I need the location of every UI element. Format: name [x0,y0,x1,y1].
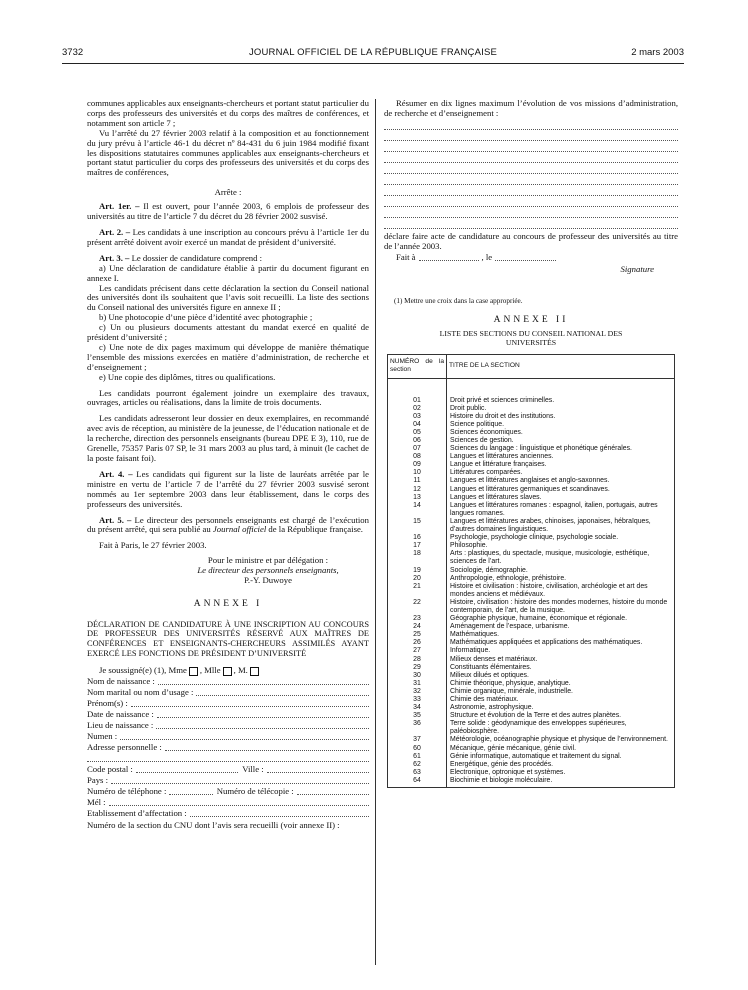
mel-field[interactable] [87,797,369,808]
lieu-naissance-field[interactable] [87,720,369,731]
section-number: 32 [388,688,447,696]
table-row [388,378,675,405]
section-number: 29 [388,664,447,672]
table-row [388,494,675,502]
table-header-row [388,355,675,378]
table-row [388,736,675,744]
table-row [388,502,675,518]
section-number: 01 [388,378,447,405]
section-number: 03 [388,413,447,421]
header-rule [62,63,684,64]
signatory-name: P.-Y. Duwoye [244,575,292,586]
section-title: Milieux dilués et optiques. [447,672,675,680]
section-title: Chimie des matériaux. [447,696,675,704]
section-number: 13 [388,494,447,502]
fait-a-field[interactable] [384,252,556,263]
article-5 [87,516,369,536]
table-row [388,469,675,477]
section-title: Chimie théorique, physique, analytique. [447,680,675,688]
section-title: Milieux denses et matériaux. [447,656,675,664]
section-title: Sciences du langage : linguistique et phonétique générales. [447,445,675,453]
article-label: Art. 3. – [99,252,130,263]
issue-date: 2 mars 2003 [631,47,684,58]
section-title: Génie informatique, automatique et traitement du signal. [447,753,675,761]
column-divider [375,99,376,965]
arrete-heading: Arrête : [214,187,242,198]
section-title: Terre solide : géodynamique des enveloppes supérieures, paléobiosphère. [447,720,675,736]
fait-a-paris: Fait à Paris, le 27 février 2003. [99,540,207,551]
resume-instructions: Résumer en dix lignes maximum l’évolution de vos missions d’administration, de recherche et d’enseignement : [384,98,678,118]
field-label: Prénom(s) : [87,698,128,709]
right-column [384,99,678,788]
section-number: 23 [388,615,447,623]
section-number: 64 [388,777,447,788]
column-header-titre: TITRE DE LA SECTION [447,355,675,378]
column-header-numero: NUMÉRO de la section [388,355,447,378]
table-row [388,688,675,696]
field-label: Lieu de naissance : [87,720,154,731]
section-number: 11 [388,477,447,485]
section-number: 16 [388,534,447,542]
table-row [388,615,675,623]
section-number: 15 [388,518,447,534]
section-number: 12 [388,486,447,494]
article-text: de la République française. [266,524,363,535]
section-number: 21 [388,583,447,599]
section-title: Mathématiques appliquées et applications des mathématiques. [447,639,675,647]
section-title: Structure et évolution de la Terre et des autres planètes. [447,712,675,720]
field-label: , le [481,251,493,262]
journal-title: JOURNAL OFFICIEL DE LA RÉPUBLIQUE FRANÇAISE [248,47,498,58]
field-label: Numéro de télécopie : [216,786,294,797]
nom-marital-field[interactable] [87,687,369,698]
section-number: 62 [388,761,447,769]
section-number: 08 [388,453,447,461]
article-4 [87,470,369,510]
signatory-title: Le directeur des personnels enseignants, [197,565,339,576]
article-text: Le dossier de candidature comprend : [129,252,263,263]
adresse-continued-field[interactable] [87,753,369,764]
section-number: 22 [388,599,447,615]
table-row [388,753,675,761]
table-row [388,413,675,421]
m-checkbox[interactable] [250,667,259,676]
field-label: Mél : [87,797,106,808]
list-item: c) Un ou plusieurs documents attestant du mandat exercé en qualité de président d’université ; [87,322,369,343]
table-row [388,656,675,664]
field-label: Fait à [396,251,416,262]
table-row [388,672,675,680]
table-row [388,720,675,736]
table-row [388,583,675,599]
table-row [388,647,675,655]
section-title: Philosophie. [447,542,675,550]
section-number: 09 [388,461,447,469]
table-row [388,550,675,566]
article-2 [87,228,369,248]
date-naissance-field[interactable] [87,709,369,720]
section-title: Langues et littératures anglaises et anglo-saxonnes. [447,477,675,485]
field-label: Numen : [87,731,118,742]
section-number: 06 [388,437,447,445]
table-row [388,680,675,688]
declaration-form [87,666,369,831]
m-label: , M. [233,665,248,676]
journal-ref: Journal officiel [212,524,267,535]
section-title: Langues et littératures germaniques et scandinaves. [447,486,675,494]
section-title: Sciences économiques. [447,429,675,437]
field-label: Nom marital ou nom d’usage : [87,687,194,698]
table-row [388,769,675,777]
table-row [388,777,675,788]
table-row [388,437,675,445]
section-title: Histoire du droit et des institutions. [447,413,675,421]
table-row [388,599,675,615]
list-item: e) Une copie des diplômes, titres ou qualifications. [99,371,276,382]
article-text: Les candidats à une inscription au concours prévu à l’article 1er du présent arrêté doivent avoir exercé un mandat de président d’université. [87,226,369,247]
footnote: (1) Mettre une croix dans la case appropriée. [394,296,523,305]
section-number: 19 [388,567,447,575]
section-number: 63 [388,769,447,777]
section-number: 24 [388,623,447,631]
field-label: Ville : [242,764,264,775]
section-title: Astronomie, astrophysique. [447,704,675,712]
section-number: 14 [388,502,447,518]
section-title: Langues et littératures romanes : espagnol, italien, portugais, autres langues romanes. [447,502,675,518]
adresse-field[interactable] [87,742,369,753]
resume-lines[interactable] [384,119,678,229]
declaration-statement: déclare faire acte de candidature au concours de professeur des universités au titre de l’année 2003. [384,230,678,251]
section-title: Mécanique, génie mécanique, génie civil. [447,745,675,753]
section-title: Anthropologie, ethnologie, préhistoire. [447,575,675,583]
section-title: Géographie physique, humaine, économique et régionale. [447,615,675,623]
list-item: a) Une déclaration de candidature établie à partir du document figurant en annexe I. [87,262,369,283]
section-title: Sciences de gestion. [447,437,675,445]
section-number: 25 [388,631,447,639]
section-title: Mathématiques. [447,631,675,639]
article-label: Art. 1er. – [99,201,140,212]
section-number: 10 [388,469,447,477]
numen-field[interactable] [87,731,369,742]
liste-title: LISTE DES SECTIONS DU CONSEIL NATIONAL DES UNIVERSITÉS [439,329,623,348]
article-text: Les candidats qui figurent sur la liste de lauréats arrêtée par le ministre en vertu de l’article 7 de l’arrêté du 27 février 2003 susvisé seront nommés au 1er septembre 2003 dans leur établissement, dans le corps des professeurs des universités. [87,468,369,509]
table-row [388,542,675,550]
section-number: 20 [388,575,447,583]
page-number: 3732 [62,47,84,58]
section-number: 26 [388,639,447,647]
table-row [388,421,675,429]
field-label: Adresse personnelle : [87,742,162,753]
signature-text: Signature [620,263,654,274]
signature-line-1: Pour le ministre et par délégation : [207,555,329,566]
field-label: Etablissement d’affectation : [87,808,187,819]
left-column [87,99,369,831]
table-row [388,461,675,469]
section-number: 36 [388,720,447,736]
section-title: Arts : plastiques, du spectacle, musique, musicologie, esthétique, sciences de l’art. [447,550,675,566]
article-label: Art. 2. – [99,226,131,237]
section-number: 04 [388,421,447,429]
section-number: 02 [388,405,447,413]
section-title: Constituants élémentaires. [447,664,675,672]
mlle-checkbox[interactable] [223,667,232,676]
section-number: 61 [388,753,447,761]
table-row [388,575,675,583]
table-row [388,664,675,672]
table-row [388,567,675,575]
field-label: Numéro de téléphone : [87,786,167,797]
section-title: Science politique. [447,421,675,429]
annexe-i-heading: ANNEXE I [193,598,263,609]
section-title: Droit privé et sciences criminelles. [447,378,675,405]
cnu-section-field[interactable]: Numéro de la section du CNU dont l’avis sera recueilli (voir annexe II) : [87,820,340,831]
section-title: Langues et littératures slaves. [447,494,675,502]
section-title: Langues et littératures arabes, chinoises, japonaises, hébraïques, d’autres domaines linguistiques. [447,518,675,534]
table-row [388,405,675,413]
paragraph: Les candidats précisent dans cette déclaration la section du Conseil national des universités dont ils souhaitent que l’avis soit recueilli. La liste des sections du Conseil national des universités figure en annexe II ; [87,282,369,313]
prenoms-field[interactable] [87,698,369,709]
table-row [388,696,675,704]
table-row [388,761,675,769]
table-row [388,745,675,753]
nom-naissance-field[interactable] [87,676,369,687]
article-1 [87,202,369,222]
sections-body [388,378,675,788]
section-number: 28 [388,656,447,664]
section-title: Energétique, génie des procédés. [447,761,675,769]
telephone-field[interactable] [87,786,369,797]
etablissement-field[interactable] [87,808,369,819]
table-row [388,486,675,494]
signature-label [384,265,678,275]
section-title: Langue et littérature françaises. [447,461,675,469]
section-title: Psychologie, psychologie clinique, psychologie sociale. [447,534,675,542]
section-number: 33 [388,696,447,704]
code-postal-field[interactable] [87,764,369,775]
section-number: 37 [388,736,447,744]
field-label: Date de naissance : [87,709,154,720]
paragraph: Vu l’arrêté du 27 février 2003 relatif à la composition et au fonctionnement du jury prévu à l’article 46-1 du décret nº 84-431 du 6 juin 1984 modifié fixant les dispositions statutaires communes applicables aux enseignants-chercheurs et portant statut particulier du corps des professeurs des universités et du corps des maîtres de conférences, [87,127,369,178]
paragraph: Les candidats pourront également joindre un exemplaire des travaux, ouvrages, articles ou réalisations, dans la limite de trois documents. [87,387,369,408]
table-row [388,534,675,542]
table-row [388,623,675,631]
signature-line-2 [87,566,369,576]
paragraph: Les candidats adresseront leur dossier en deux exemplaires, en recommandé avec avis de réception, au ministère de la jeunesse, de l’éducation nationale et de la recherche, direction des personnels enseignants (bureau DPE E 3), 110, rue de Grenelle, 75357 Paris 07 SP, le 31 mars 2003 au plus tard, à minuit (le cachet de la poste faisant foi). [87,413,369,463]
table-row [388,704,675,712]
table-row [388,639,675,647]
section-title: Electronique, optronique et systèmes. [447,769,675,777]
article-text: Le directeur des personnels enseignants est chargé de l’exécution du présent arrêté, qui sera publié au [87,514,369,535]
table-row [388,631,675,639]
section-title: Littératures comparées. [447,469,675,477]
table-row [388,518,675,534]
section-title: Biochimie et biologie moléculaire. [447,777,675,788]
paragraph: communes applicables aux enseignants-chercheurs et portant statut particulier du corps des professeurs des universités et du corps des maîtres de conférences, et notamment son article 7 ; [87,98,369,128]
section-number: 30 [388,672,447,680]
section-title: Informatique. [447,647,675,655]
article-text: Il est ouvert, pour l’année 2003, 6 emplois de professeur des universités au titre de l’article 7 du décret du 28 février 2002 susvisé. [87,201,369,222]
section-title: Droit public. [447,405,675,413]
section-number: 60 [388,745,447,753]
section-title: Météorologie, océanographie physique et physique de l’environnement. [447,736,675,744]
table-row [388,445,675,453]
section-number: 34 [388,704,447,712]
article-label: Art. 4. – [99,468,133,479]
section-title: Histoire, civilisation : histoire des mondes modernes, histoire du monde contemporain, de l’art, de la musique. [447,599,675,615]
soussigne-label: Je soussigné(e) (1), Mme [99,665,187,676]
section-number: 05 [388,429,447,437]
section-number: 18 [388,550,447,566]
section-number: 27 [388,647,447,655]
field-label: Pays : [87,775,108,786]
section-title: Aménagement de l’espace, urbanisme. [447,623,675,631]
list-item: b) Une photocopie d’une pièce d’identité avec photographie ; [99,312,313,323]
article-label: Art. 5. – [99,514,132,525]
section-number: 17 [388,542,447,550]
section-number: 31 [388,680,447,688]
field-label: Nom de naissance : [87,676,155,687]
section-title: Histoire et civilisation : histoire, civilisation, archéologie et art des mondes anciens et médiévaux. [447,583,675,599]
section-title: Langues et littératures anciennes. [447,453,675,461]
table-row [388,453,675,461]
pays-field[interactable] [87,775,369,786]
field-label: Code postal : [87,764,133,775]
sections-table [387,354,675,788]
table-row [388,712,675,720]
section-title: Chimie organique, minérale, industrielle. [447,688,675,696]
table-row [388,429,675,437]
section-number: 35 [388,712,447,720]
section-title: Sociologie, démographie. [447,567,675,575]
table-row [388,477,675,485]
list-item: c) Une note de dix pages maximum qui développe de manière thématique l’ensemble des missions exercées en matière d’administration, de recherche et d’enseignement ; [87,341,369,372]
declaration-title: DÉCLARATION DE CANDIDATURE À UNE INSCRIPTION AU CONCOURS DE PROFESSEUR DES UNIVERSITÉS RÉSERVÉ AUX MAÎTRES DE CONFÉRENCES ET ENSEIGNANTS-CHERCHEURS ASSIMILÉS AYANT EXERCÉ LES FONCTIONS DE PRÉSIDENT D’UNIVERSITÉ [87,619,369,658]
page-header [62,47,684,61]
mme-checkbox[interactable] [189,667,198,676]
mlle-label: , Mlle [199,665,221,676]
annexe-ii-heading: ANNEXE II [493,315,569,326]
civility-row [87,666,369,676]
section-number: 07 [388,445,447,453]
